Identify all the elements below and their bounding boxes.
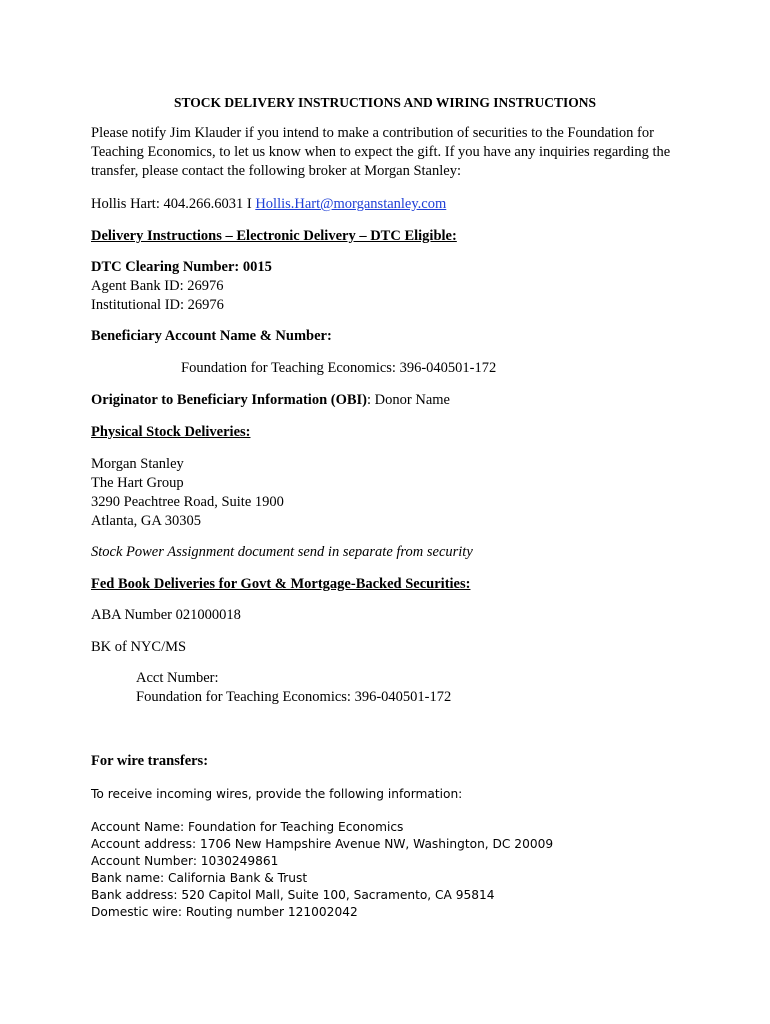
address-line: Atlanta, GA 30305 — [91, 513, 201, 529]
agent-bank-id: Agent Bank ID: 26976 — [91, 278, 224, 294]
intro-line: Please notify Jim Klauder if you intend to make a contribution of securities to the Foundation for — [91, 125, 654, 141]
wire-detail-line: Domestic wire: Routing number 121002042 — [91, 905, 358, 919]
physical-deliveries-heading: Physical Stock Deliveries: — [91, 424, 251, 440]
delivery-instructions-heading: Delivery Instructions – Electronic Delivery – DTC Eligible: — [91, 228, 457, 244]
institutional-id: Institutional ID: 26976 — [91, 297, 224, 313]
intro-line: Teaching Economics, to let us know when to expect the gift. If you have any inquiries regarding the — [91, 144, 671, 160]
stock-power-note: Stock Power Assignment document send in separate from security — [91, 544, 473, 560]
address-line: 3290 Peachtree Road, Suite 1900 — [91, 494, 284, 510]
wire-detail-line: Bank name: California Bank & Trust — [91, 871, 308, 885]
acct-number-label: Acct Number: — [136, 670, 219, 686]
intro-paragraph — [91, 124, 691, 181]
dtc-clearing-number: DTC Clearing Number: 0015 — [91, 259, 272, 275]
physical-address — [91, 455, 284, 531]
broker-email-link[interactable]: Hollis.Hart@morganstanley.com — [255, 196, 447, 212]
wire-detail-line: Account Number: 1030249861 — [91, 854, 279, 868]
obi-line — [91, 391, 450, 410]
wire-detail-line: Bank address: 520 Capitol Mall, Suite 100, Sacramento, CA 95814 — [91, 888, 495, 902]
bank-code: BK of NYC/MS — [91, 639, 187, 655]
wire-detail-line: Account address: 1706 New Hampshire Avenue NW, Washington, DC 20009 — [91, 837, 554, 851]
acct-number-value: Foundation for Teaching Economics: 396-040501-172 — [136, 689, 452, 705]
intro-line: transfer, please contact the following broker at Morgan Stanley: — [91, 163, 461, 179]
wire-details — [91, 819, 553, 921]
wire-detail-line: Account Name: Foundation for Teaching Economics — [91, 820, 404, 834]
broker-phone: Hollis Hart: 404.266.6031 I — [91, 196, 256, 212]
beneficiary-account: Foundation for Teaching Economics: 396-040501-172 — [181, 360, 497, 376]
address-line: The Hart Group — [91, 475, 184, 491]
wire-transfers-heading: For wire transfers: — [91, 753, 209, 769]
obi-value: : Donor Name — [367, 392, 450, 408]
wire-intro: To receive incoming wires, provide the following information: — [91, 787, 463, 801]
broker-contact — [91, 195, 446, 214]
document-title: STOCK DELIVERY INSTRUCTIONS AND WIRING INSTRUCTIONS — [173, 95, 596, 110]
dtc-block — [91, 258, 272, 315]
obi-label: Originator to Beneficiary Information (OBI) — [91, 392, 368, 408]
aba-number: ABA Number 021000018 — [91, 607, 241, 623]
fed-book-heading: Fed Book Deliveries for Govt & Mortgage-Backed Securities: — [91, 576, 471, 592]
address-line: Morgan Stanley — [91, 456, 184, 472]
acct-block — [136, 669, 451, 707]
beneficiary-heading: Beneficiary Account Name & Number: — [91, 328, 332, 344]
